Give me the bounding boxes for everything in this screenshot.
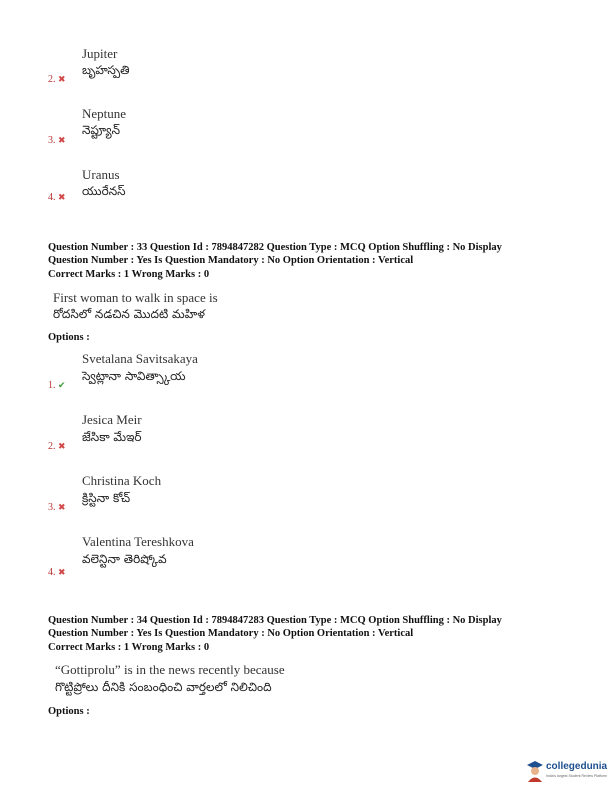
options-label: Options : — [48, 706, 90, 717]
collegedunia-watermark — [526, 758, 612, 788]
cross-icon: ✖ — [58, 567, 66, 577]
option-text-en: Uranus — [82, 167, 120, 182]
option-index: 2. — [48, 74, 56, 85]
option-number — [48, 502, 66, 513]
question-text-te: రోదసిలో నడచిన మొదటి మహిళ — [53, 307, 206, 321]
cross-icon: ✖ — [58, 74, 66, 84]
question-meta-line2: Question Number : Yes Is Question Mandatory : No Option Orientation : Vertical — [48, 628, 414, 639]
option-text-te: జేసికా మేఇర్ — [82, 430, 142, 444]
option-number — [48, 380, 66, 391]
option-index: 3. — [48, 135, 56, 146]
question-text-en: First woman to walk in space is — [53, 290, 218, 305]
option-number — [48, 441, 66, 452]
option-text-en: Svetalana Savitsakaya — [82, 351, 198, 366]
option-text-en: Neptune — [82, 106, 127, 121]
check-icon: ✔ — [58, 380, 66, 390]
cross-icon: ✖ — [58, 441, 66, 451]
cross-icon: ✖ — [58, 192, 66, 202]
question-marks: Correct Marks : 1 Wrong Marks : 0 — [48, 269, 210, 280]
option-index: 2. — [48, 441, 56, 452]
option-text-te: స్వెట్లానా సావిత్స్కాయ — [82, 369, 186, 383]
option-text-en: Jupiter — [82, 46, 118, 61]
question-meta-line2: Question Number : Yes Is Question Mandatory : No Option Orientation : Vertical — [48, 255, 414, 266]
option-number — [48, 192, 66, 203]
option-text-te: వలెన్టినా తెరిష్కోవ — [82, 552, 167, 566]
option-text-en: Jesica Meir — [82, 412, 142, 427]
option-text-en: Christina Koch — [82, 473, 162, 488]
option-index: 1. — [48, 380, 56, 391]
question-meta-line1: Question Number : 34 Question Id : 7894847283 Question Type : MCQ Option Shuffling : No Display — [48, 615, 502, 626]
brand-name: collegedunia — [546, 761, 608, 772]
option-text-te: నెప్ట్యూన్ — [82, 123, 121, 137]
option-number — [48, 135, 66, 146]
option-text-te: యురేనస్ — [82, 184, 126, 198]
option-index: 4. — [48, 567, 56, 578]
question-text-te: గొట్టిప్రోలు దీనికి సంబంధించి వార్తలలో నిలిచింది — [55, 680, 272, 694]
question-text-en: “Gottiprolu” is in the news recently because — [55, 662, 285, 677]
cross-icon: ✖ — [58, 135, 66, 145]
option-number — [48, 567, 66, 578]
option-text-te: క్రిస్టినా కోచ్ — [82, 491, 131, 505]
option-text-en: Valentina Tereshkova — [82, 534, 194, 549]
question-meta-line1: Question Number : 33 Question Id : 7894847282 Question Type : MCQ Option Shuffling : No Display — [48, 242, 502, 253]
options-label: Options : — [48, 332, 90, 343]
option-index: 4. — [48, 192, 56, 203]
question-marks: Correct Marks : 1 Wrong Marks : 0 — [48, 642, 210, 653]
option-text-te: బృహస్పతి — [82, 63, 130, 77]
option-index: 3. — [48, 502, 56, 513]
brand-tagline: India's largest Student Review Platform — [546, 774, 607, 778]
option-number — [48, 74, 66, 85]
cross-icon: ✖ — [58, 502, 66, 512]
graduate-icon — [526, 760, 544, 782]
